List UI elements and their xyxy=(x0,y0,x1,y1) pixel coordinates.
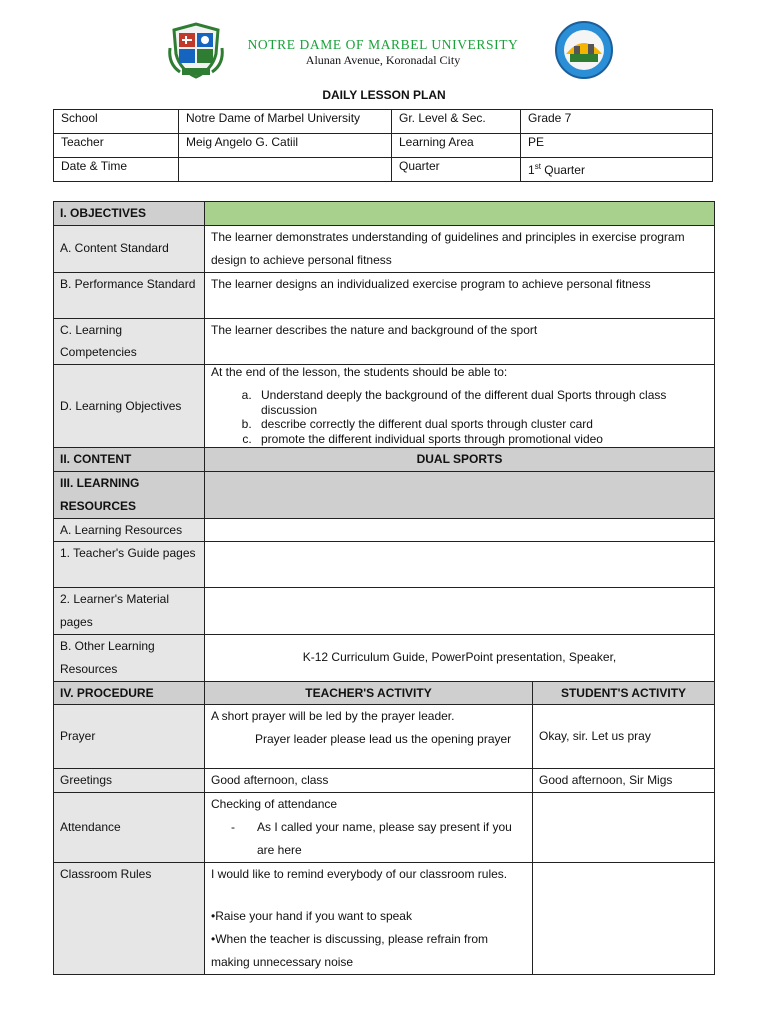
grade-label: Gr. Level & Sec. xyxy=(392,110,521,134)
table-row xyxy=(54,705,715,769)
university-name: NOTRE DAME OF MARBEL UNIVERSITY xyxy=(247,37,519,52)
quarter-value xyxy=(521,158,713,182)
student-activity-header: STUDENT'S ACTIVITY xyxy=(533,681,715,705)
document-header xyxy=(0,18,768,82)
teachers-guide-value xyxy=(205,542,715,588)
teacher-activity-header: TEACHER'S ACTIVITY xyxy=(205,681,533,705)
learning-competencies-text: The learner describes the nature and background of the sport xyxy=(205,318,715,365)
grade-value: Grade 7 xyxy=(521,110,713,134)
table-row xyxy=(54,134,713,158)
prayer-teacher-line: Prayer leader please lead us the opening prayer xyxy=(255,732,512,747)
prayer-teacher-line: A short prayer will be led by the prayer leader. xyxy=(211,709,455,724)
greetings-student: Good afternoon, Sir Migs xyxy=(533,769,715,793)
learning-resources-heading-fill xyxy=(205,471,715,518)
table-row xyxy=(54,272,715,318)
datetime-value xyxy=(179,158,392,182)
teacher-label: Teacher xyxy=(54,134,179,158)
learning-objectives-intro: At the end of the lesson, the students should be able to: xyxy=(211,365,508,380)
table-row xyxy=(54,862,715,974)
prayer-teacher xyxy=(205,705,533,769)
performance-standard-text: The learner designs an individualized exercise program to achieve personal fitness xyxy=(205,272,715,318)
table-row xyxy=(54,110,713,134)
learning-resources-heading: III. LEARNING RESOURCES xyxy=(54,471,205,518)
learning-competencies-label: C. Learning Competencies xyxy=(54,318,205,365)
performance-standard-label: B. Performance Standard xyxy=(54,272,205,318)
content-standard-text: The learner demonstrates understanding of guidelines and principles in exercise program design to achieve personal fitness xyxy=(205,226,715,273)
attendance-label: Attendance xyxy=(54,793,205,862)
school-label: School xyxy=(54,110,179,134)
table-row xyxy=(54,158,713,182)
attendance-teacher xyxy=(205,793,533,862)
datetime-label: Date & Time xyxy=(54,158,179,182)
teachers-guide-label: 1. Teacher's Guide pages xyxy=(54,542,205,588)
table-row xyxy=(54,318,715,365)
objectives-list xyxy=(211,388,708,446)
rules-teacher-line: I would like to remind everybody of our classroom rules. xyxy=(211,866,508,881)
classroom-rules-label: Classroom Rules xyxy=(54,862,205,974)
table-row xyxy=(54,202,715,226)
learners-material-label: 2. Learner's Material pages xyxy=(54,588,205,635)
dash-bullet: - xyxy=(231,819,235,834)
quarter-label: Quarter xyxy=(392,158,521,182)
table-row xyxy=(54,769,715,793)
list-item: b. describe correctly the different dual sports through cluster card xyxy=(255,417,708,432)
prayer-student: Okay, sir. Let us pray xyxy=(533,705,715,769)
list-item: c. promote the different individual sports through promotional video xyxy=(255,432,708,447)
table-row xyxy=(54,634,715,681)
university-address: Alunan Avenue, Koronadal City xyxy=(305,53,461,67)
school-seal-logo xyxy=(552,20,616,80)
table-row xyxy=(54,681,715,705)
table-row xyxy=(54,542,715,588)
learning-objectives-label: D. Learning Objectives xyxy=(54,365,205,448)
area-value: PE xyxy=(521,134,713,158)
school-value: Notre Dame of Marbel University xyxy=(179,110,392,134)
quarter-number: 1 xyxy=(528,163,535,177)
classroom-rules-teacher xyxy=(205,862,533,974)
classroom-rules-student xyxy=(533,862,715,974)
other-resources-value: K-12 Curriculum Guide, PowerPoint presentation, Speaker, xyxy=(205,634,715,681)
table-row xyxy=(54,471,715,518)
lesson-plan-table xyxy=(53,201,715,975)
quarter-suffix: st xyxy=(534,162,541,171)
greetings-teacher: Good afternoon, class xyxy=(205,769,533,793)
table-row xyxy=(54,365,715,448)
content-heading: II. CONTENT xyxy=(54,448,205,472)
table-row xyxy=(54,518,715,542)
learning-objectives-cell xyxy=(205,365,715,448)
attendance-teacher-line: Checking of attendance xyxy=(211,797,338,812)
document-title: DAILY LESSON PLAN xyxy=(322,88,446,102)
table-row xyxy=(54,448,715,472)
content-value: DUAL SPORTS xyxy=(205,448,715,472)
objectives-heading: I. OBJECTIVES xyxy=(54,202,205,226)
table-row xyxy=(54,793,715,862)
list-item: a. Understand deeply the background of the different dual Sports through class discussion xyxy=(255,388,708,417)
learning-resources-label: A. Learning Resources xyxy=(54,518,205,542)
content-standard-label: A. Content Standard xyxy=(54,226,205,273)
objectives-heading-fill xyxy=(205,202,715,226)
greetings-label: Greetings xyxy=(54,769,205,793)
attendance-teacher-item xyxy=(211,816,526,862)
university-crest-logo xyxy=(166,20,226,80)
rules-teacher-line: •When the teacher is discussing, please refrain from making unnecessary noise xyxy=(211,932,488,969)
quarter-word: Quarter xyxy=(540,163,585,177)
table-row xyxy=(54,588,715,635)
area-label: Learning Area xyxy=(392,134,521,158)
attendance-teacher-line: As I called your name, please say present if you are here xyxy=(257,819,512,857)
other-resources-label: B. Other Learning Resources xyxy=(54,634,205,681)
prayer-label: Prayer xyxy=(54,705,205,769)
learners-material-value xyxy=(205,588,715,635)
rules-teacher-line: •Raise your hand if you want to speak xyxy=(211,909,412,924)
teacher-value: Meig Angelo G. Catiil xyxy=(179,134,392,158)
procedure-heading: IV. PROCEDURE xyxy=(54,681,205,705)
attendance-student xyxy=(533,793,715,862)
table-row xyxy=(54,226,715,273)
learning-resources-value xyxy=(205,518,715,542)
info-table xyxy=(53,109,713,182)
